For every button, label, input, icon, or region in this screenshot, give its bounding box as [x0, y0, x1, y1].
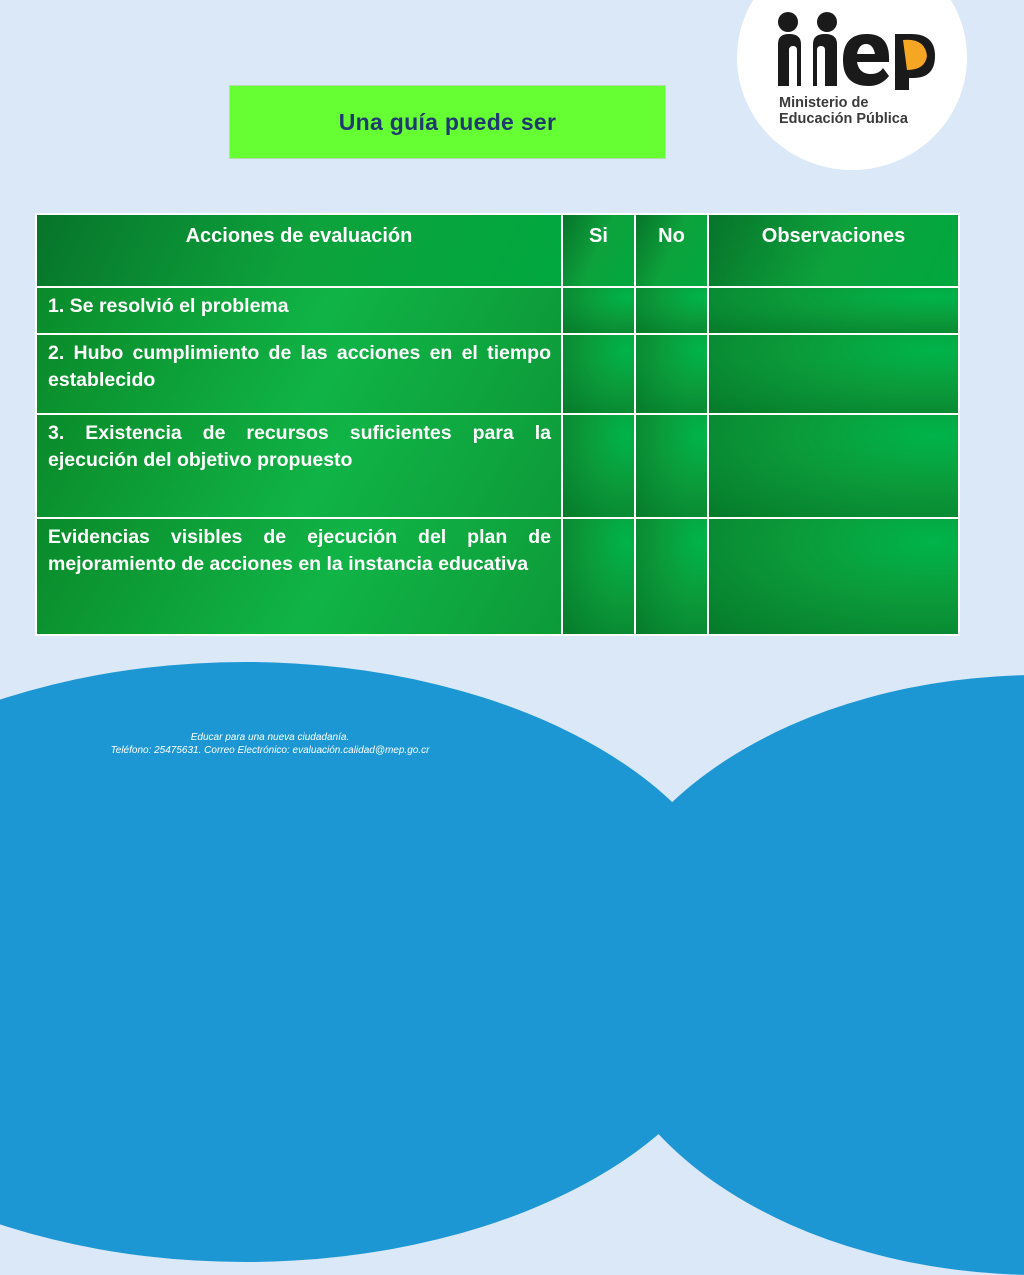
cell-no[interactable] [635, 414, 708, 518]
row-label: Evidencias visibles de ejecución del plan de mejoramiento de acciones en la instancia educativa [36, 518, 562, 635]
row-label: 3. Existencia de recursos suficientes para la ejecución del objetivo propuesto [36, 414, 562, 518]
header-no: No [635, 214, 708, 287]
cell-si[interactable] [562, 518, 635, 635]
mep-logo-icon [775, 10, 945, 90]
table-header-row [36, 214, 959, 287]
cell-observaciones[interactable] [708, 518, 959, 635]
page-title: Una guía puede ser [338, 108, 557, 135]
ministry-line2: Educación Pública [779, 111, 908, 127]
header-observaciones: Observaciones [708, 214, 959, 287]
cell-observaciones[interactable] [708, 334, 959, 414]
row-label: 2. Hubo cumplimiento de las acciones en el tiempo establecido [36, 334, 562, 414]
ministry-line1: Ministerio de [779, 95, 869, 111]
title-banner [229, 85, 666, 159]
cell-no[interactable] [635, 287, 708, 334]
footer-slogan: Educar para una nueva ciudadanía. [190, 732, 350, 743]
cell-observaciones[interactable] [708, 414, 959, 518]
cell-si[interactable] [562, 414, 635, 518]
table-row [36, 287, 959, 334]
footer-contact-line: Teléfono: 25475631. Correo Electrónico: evaluación.calidad@mep.go.cr [110, 745, 430, 756]
footer-contact [60, 731, 480, 757]
footer-wave-right [590, 675, 1024, 1275]
cell-observaciones[interactable] [708, 287, 959, 334]
header-acciones: Acciones de evaluación [36, 214, 562, 287]
table-row [36, 518, 959, 635]
header-si: Si [562, 214, 635, 287]
cell-no[interactable] [635, 334, 708, 414]
table-row [36, 334, 959, 414]
cell-si[interactable] [562, 287, 635, 334]
cell-no[interactable] [635, 518, 708, 635]
row-label: 1. Se resolvió el problema [36, 287, 562, 334]
evaluation-table [35, 213, 960, 636]
table-row [36, 414, 959, 518]
ministry-name [779, 95, 949, 127]
cell-si[interactable] [562, 334, 635, 414]
